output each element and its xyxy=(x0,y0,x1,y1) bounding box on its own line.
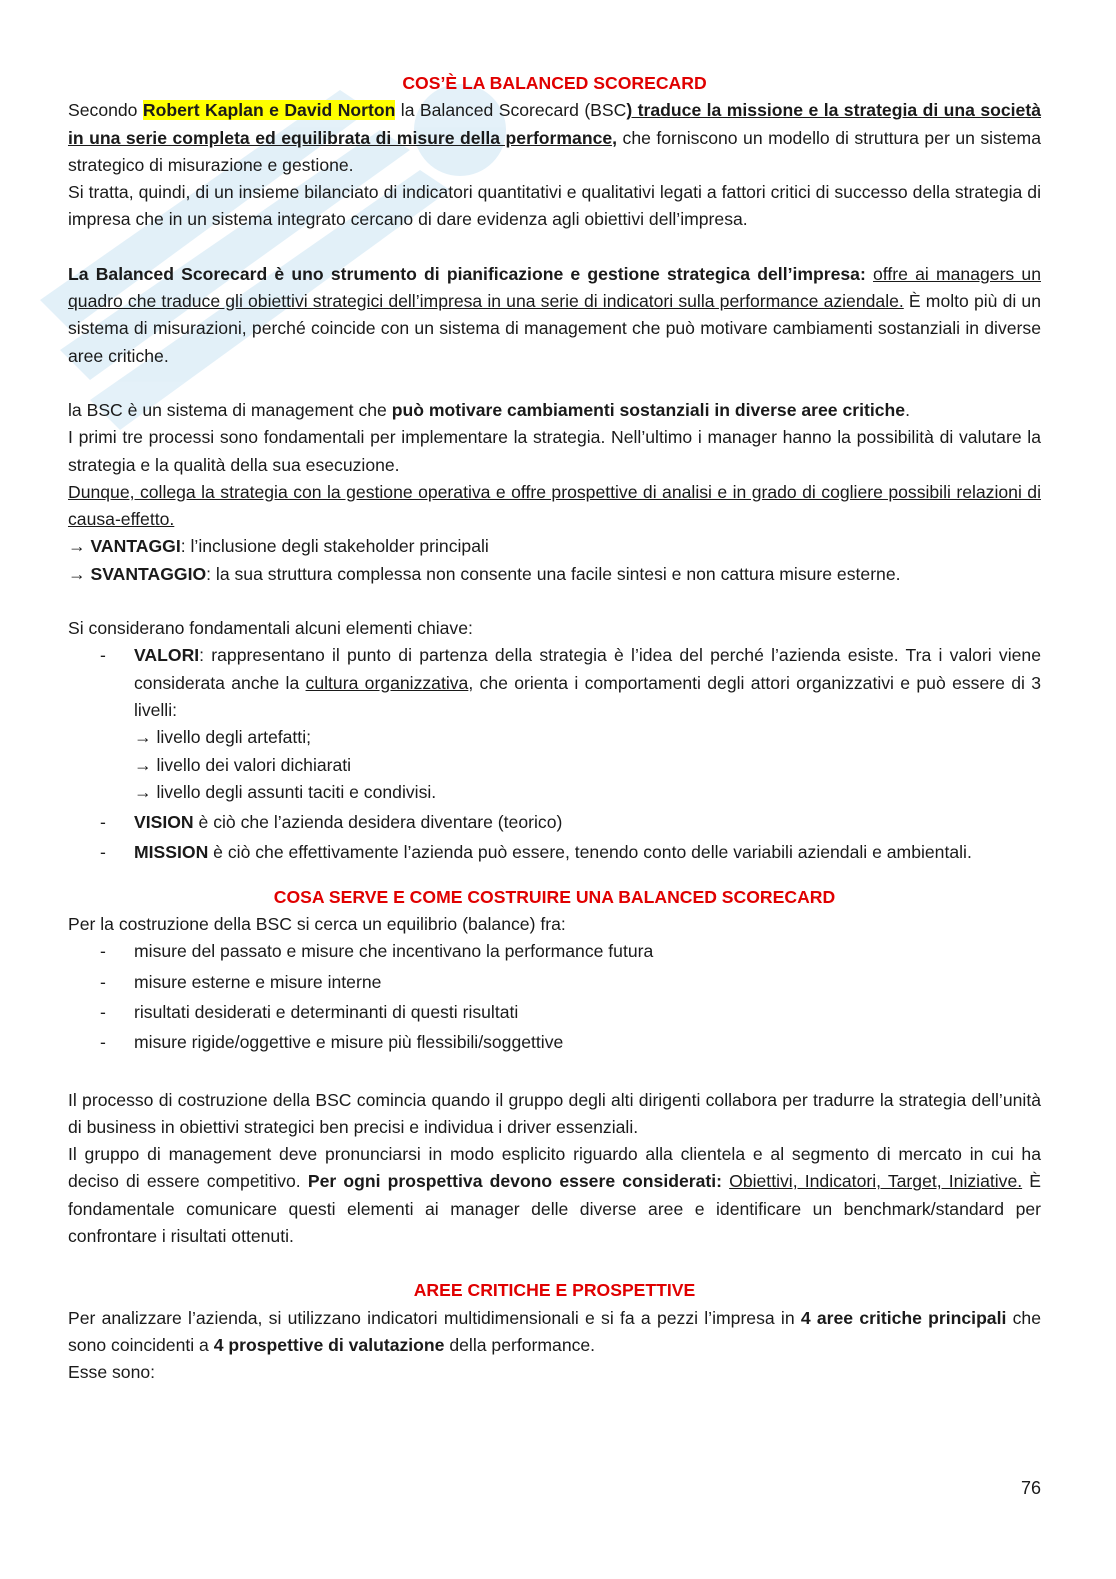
arrow-icon: → xyxy=(134,727,152,748)
vantaggi-text: : l’inclusione degli stakeholder principali xyxy=(180,536,489,557)
dash-bullet: - xyxy=(100,812,106,833)
highlighted-authors: Robert Kaplan e David Norton xyxy=(142,100,396,121)
bold-text: Per ogni prospettiva devono essere considerati: xyxy=(307,1171,722,1192)
page-number: 76 xyxy=(1020,1478,1041,1498)
svantaggio-line xyxy=(68,561,1041,588)
text-run: : rappresentano il punto di partenza della strategia è l’idea del perché l’azienda esiste. Tra i valori viene considerata anche la xyxy=(134,645,1041,693)
arrow-icon: → xyxy=(68,536,86,557)
bold-text: 4 prospettive di valutazione xyxy=(213,1334,445,1355)
document-page xyxy=(68,70,1041,1386)
text-run: , che orienta i comportamenti degli attori organizzativi e può essere di 3 livelli: xyxy=(134,672,1041,720)
mission-text: è ciò che effettivamente l’azienda può essere, tenendo conto delle variabili aziendali e ambientali. xyxy=(208,842,972,863)
text-run: Per analizzare l’azienda, si utilizzano indicatori multidimensionali e si fa a pezzi l’impresa in xyxy=(68,1307,801,1328)
dash-bullet: - xyxy=(100,1001,106,1022)
vantaggi-line xyxy=(68,533,1041,560)
arrow-icon: → xyxy=(68,563,86,584)
dash-bullet: - xyxy=(100,842,106,863)
underlined-text: Obiettivi, Indicatori, Target, Iniziative. xyxy=(729,1171,1023,1192)
balance-list xyxy=(68,938,1041,1056)
dash-bullet: - xyxy=(100,971,106,992)
list-item-text: misure del passato e misure che incentivano la performance futura xyxy=(134,941,654,962)
paragraph-esse-sono: Esse sono: xyxy=(68,1362,156,1383)
vision-text: è ciò che l’azienda desidera diventare (teorico) xyxy=(193,812,563,833)
paragraph-management-group xyxy=(68,1141,1041,1250)
list-item xyxy=(68,999,1041,1026)
arrow-icon: → xyxy=(134,754,152,775)
list-item xyxy=(68,969,1041,996)
list-item xyxy=(68,938,1041,965)
underlined-text: cultura organizzativa xyxy=(305,672,469,693)
text-run: che sono coincidenti a xyxy=(68,1307,1041,1355)
bold-statement: La Balanced Scorecard è uno strumento di pianificazione e gestione strategica dell’impresa: xyxy=(68,263,866,284)
text-run: Secondo xyxy=(68,100,143,121)
paragraph-process: Il processo di costruzione della BSC comincia quando il gruppo degli alti dirigenti collabora per tradurre la strategia dell’unità di business in obiettivi strategici ben precisi e individua i driver essenziali. xyxy=(68,1089,1041,1137)
balance-intro: Per la costruzione della BSC si cerca un equilibrio (balance) fra: xyxy=(68,914,566,935)
livello-text: livello degli assunti taciti e condivisi. xyxy=(156,781,437,802)
list-item-text: misure esterne e misure interne xyxy=(134,971,382,992)
text-run: la BSC è un sistema di management che xyxy=(68,399,392,420)
vantaggi-label: VANTAGGI xyxy=(90,536,181,557)
text-run: È molto più di un sistema di misurazioni, perché coincide con un sistema di management che può motivare cambiamenti sostanziali in diverse aree critiche. xyxy=(68,291,1041,366)
spacer xyxy=(68,588,1041,615)
livello-text: livello degli artefatti; xyxy=(156,727,311,748)
list-item-text: misure rigide/oggettive e misure più flessibili/soggettive xyxy=(134,1032,564,1053)
underlined-definition: ) traduce la missione e la strategia di una società in una serie completa ed equilibrata di misure della performance, xyxy=(68,100,1041,148)
dash-bullet: - xyxy=(100,645,106,666)
svantaggio-text: : la sua struttura complessa non consente una facile sintesi e non cattura misure esterne. xyxy=(206,563,901,584)
text-run: della performance. xyxy=(444,1334,596,1355)
list-item-text: risultati desiderati e determinanti di questi risultati xyxy=(134,1001,519,1022)
paragraph-aree xyxy=(68,1305,1041,1360)
valori-label: VALORI xyxy=(134,645,200,666)
key-elements-list xyxy=(68,642,1041,866)
spacer xyxy=(68,870,1041,884)
paragraph-management-system xyxy=(68,397,1041,424)
paragraph-cause-effect: Dunque, collega la strategia con la gestione operativa e offre prospettive di analisi e in grado di cogliere possibili relazioni di causa-effetto. xyxy=(68,481,1041,530)
arrow-icon: → xyxy=(134,781,152,802)
list-item xyxy=(68,1029,1041,1056)
list-item-mission xyxy=(68,839,1041,866)
paragraph-definition xyxy=(68,97,1041,179)
text-run: . xyxy=(905,399,910,420)
section-title-bsc: COS’È LA BALANCED SCORECARD xyxy=(402,73,707,93)
svantaggio-label: SVANTAGGIO xyxy=(90,563,207,584)
bold-text: può motivare cambiamenti sostanziali in diverse aree critiche xyxy=(391,399,906,420)
vision-label: VISION xyxy=(134,812,194,833)
list-item-vision xyxy=(68,809,1041,836)
text-run: Il gruppo di management deve pronunciarsi in modo esplicito riguardo alla clientela e al segmento di mercato in cui ha deciso di essere competitivo. xyxy=(68,1144,1041,1192)
livello-item xyxy=(134,779,1041,806)
paragraph-processes: I primi tre processi sono fondamentali per implementare la strategia. Nell’ultimo i manager hanno la possibilità di valutare la strategia e la qualità della sua esecuzione. xyxy=(68,427,1041,475)
section-title-costruire: COSA SERVE E COME COSTRUIRE UNA BALANCED SCORECARD xyxy=(273,886,836,907)
underlined-text: offre ai managers un quadro che traduce gli obiettivi strategici dell’impresa in una serie di indicatori sulla performance aziendale. xyxy=(68,263,1041,312)
text-run: che forniscono un modello di struttura per un sistema strategico di misurazione e gestione. xyxy=(68,127,1041,175)
dash-bullet: - xyxy=(100,1032,106,1053)
text-run: la Balanced Scorecard (BSC xyxy=(395,100,627,121)
section-title-aree: AREE CRITICHE E PROSPETTIVE xyxy=(413,1280,696,1301)
spacer xyxy=(68,1250,1041,1277)
paragraph-indicators: Si tratta, quindi, di un insieme bilanciato di indicatori quantitativi e qualitativi legati a fattori critici di successo della strategia di impresa che in un sistema integrato cercano di dare evidenza agli obiettivi dell’impresa. xyxy=(68,182,1041,230)
list-item-valori xyxy=(68,642,1041,806)
elements-intro: Si considerano fondamentali alcuni elementi chiave: xyxy=(68,618,473,639)
paragraph-strategic-tool xyxy=(68,261,1041,370)
spacer xyxy=(68,1060,1041,1087)
spacer xyxy=(68,234,1041,261)
spacer xyxy=(68,370,1041,397)
text-run: È fondamentale comunicare questi elementi ai manager delle diverse aree e identificare un benchmark/standard per confrontare i risultati ottenuti. xyxy=(68,1171,1042,1246)
mission-label: MISSION xyxy=(134,842,209,863)
bold-text: 4 aree critiche principali xyxy=(800,1307,1007,1328)
livello-item xyxy=(134,752,1041,779)
dash-bullet: - xyxy=(100,941,106,962)
livello-text: livello dei valori dichiarati xyxy=(156,754,352,775)
livello-item xyxy=(134,724,1041,751)
